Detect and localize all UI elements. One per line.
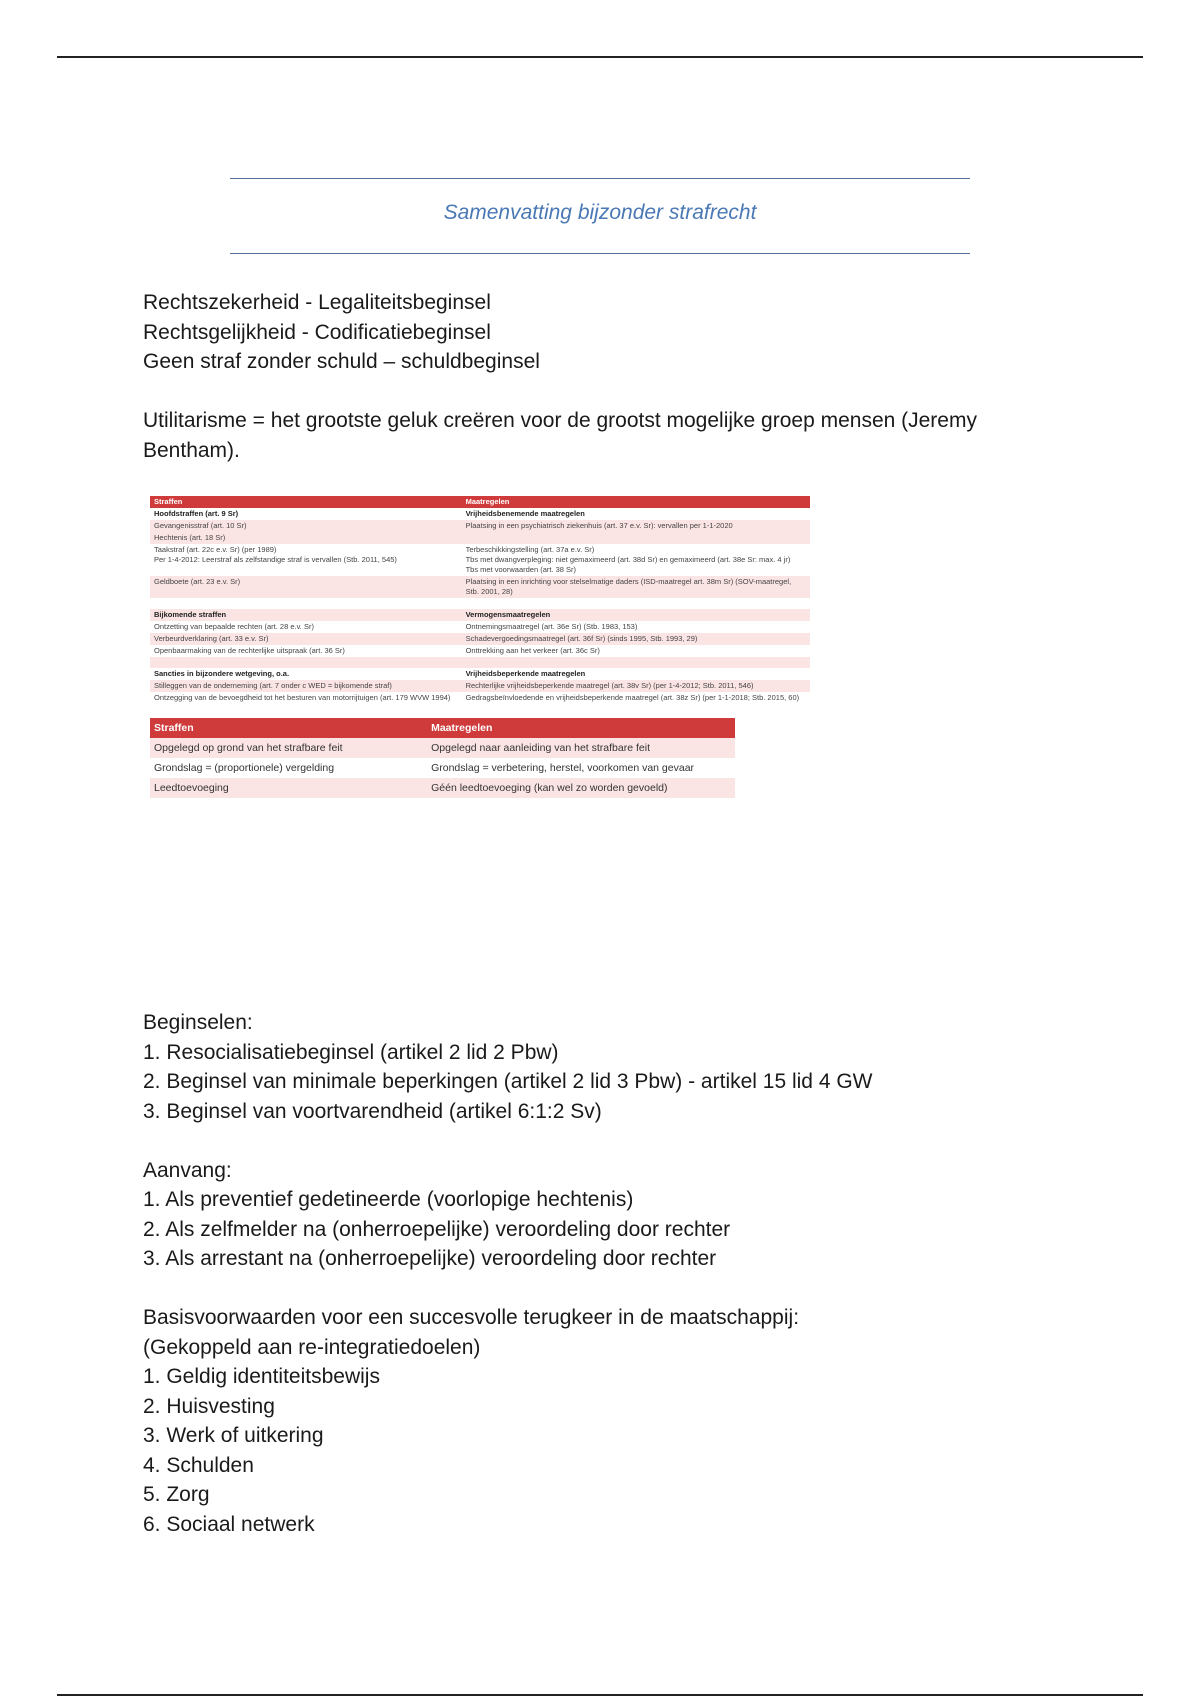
table-cell: Rechterlijke vrijheidsbeperkende maatregel (art. 38v Sr) (per 1-4-2012; Stb. 2011, 546): [462, 680, 810, 692]
section-subheading: (Gekoppeld aan re-integratiedoelen): [143, 1335, 481, 1359]
list-item: 2. Als zelfmelder na (onherroepelijke) veroordeling door rechter: [143, 1217, 731, 1241]
list-item: 2. Huisvesting: [143, 1394, 275, 1418]
table-cell: Grondslag = (proportionele) vergelding: [154, 762, 335, 774]
document-title: Samenvatting bijzonder strafrecht: [443, 201, 757, 224]
list-item: 4. Schulden: [143, 1453, 254, 1477]
intro-line: Rechtszekerheid - Legaliteitsbeginsel: [143, 291, 491, 314]
table-row: [150, 657, 810, 668]
table-cell: Plaatsing in een psychiatrisch ziekenhuis (art. 37 e.v. Sr): vervallen per 1-1-2020: [462, 520, 810, 532]
table-cell: [462, 657, 810, 668]
table-cell: Leedtoevoeging: [150, 778, 427, 798]
table-cell: Terbeschikkingstelling (art. 37a e.v. Sr) Tbs met dwangverpleging: niet gemaximeerd (art. 38d Sr) en gemaximeerd (art. 38e Sr: max. 4 jr) Tbs met voorwaarden (art. 38 Sr): [465, 545, 791, 574]
section-heading: Beginselen:: [143, 1011, 253, 1034]
table-cell: Grondslag = verbetering, herstel, voorkomen van gevaar: [431, 762, 695, 774]
table-cell: Schadevergoedingsmaatregel (art. 36f Sr) (sinds 1995, Stb. 1993, 29): [462, 633, 810, 645]
table-row: [150, 508, 810, 520]
list-item: 1. Als preventief gedetineerde (voorlopige hechtenis): [143, 1188, 634, 1211]
table-row: [150, 692, 810, 704]
table-cell: Bijkomende straffen: [150, 609, 462, 621]
beginselen-section: [143, 1008, 1063, 1539]
table-cell: Géén leedtoevoeging (kan wel zo worden gevoeld): [427, 778, 735, 798]
table-row: [150, 680, 810, 692]
table-cell: Taakstraf (art. 22c e.v. Sr) (per 1989) Per 1-4-2012: Leerstraf als zelfstandige straf is vervallen (Stb. 2011, 545): [154, 545, 397, 564]
table-cell: Vrijheidsbenemende maatregelen: [465, 509, 585, 518]
list-item: 3. Beginsel van voortvarendheid (artikel 6:1:2 Sv): [143, 1099, 602, 1123]
table-cell: Hoofdstraffen (art. 9 Sr): [154, 509, 239, 518]
list-item: 2. Beginsel van minimale beperkingen (artikel 2 lid 3 Pbw) - artikel 15 lid 4 GW: [143, 1070, 873, 1093]
list-item: 3. Als arrestant na (onherroepelijke) veroordeling door rechter: [143, 1247, 717, 1270]
table-cell: Ontnemingsmaatregel (art. 36e Sr) (Stb. 1983, 153): [465, 622, 638, 631]
section-heading: Aanvang:: [143, 1158, 232, 1182]
table-header-row: [150, 496, 810, 508]
table-cell: Hechtenis (art. 18 Sr): [150, 532, 462, 544]
table-cell: Gevangenisstraf (art. 10 Sr): [150, 520, 462, 532]
table-cell: Vrijheidsbeperkende maatregelen: [465, 669, 586, 678]
table-cell: Vermogensmaatregelen: [462, 609, 810, 621]
straffen-maatregelen-table: [150, 496, 810, 704]
table-cell: Geldboete (art. 23 e.v. Sr): [150, 576, 462, 598]
intro-section: [143, 288, 1063, 465]
table-row: [150, 668, 810, 680]
table-header-cell: Maatregelen: [462, 496, 810, 508]
list-item: 5. Zorg: [143, 1483, 210, 1506]
table-cell: Openbaarmaking van de rechterlijke uitspraak (art. 36 Sr): [154, 646, 345, 655]
table-cell: [150, 598, 462, 609]
utilitarisme-line: Utilitarisme = het grootste geluk creëren voor de grootst mogelijke groep mensen (Jeremy: [143, 409, 977, 432]
table-cell: [150, 657, 462, 668]
table-row: [150, 598, 810, 609]
straffen-maatregelen-comparison-table: [150, 718, 735, 798]
table-row: [150, 778, 735, 798]
table-header-row: [150, 718, 735, 738]
intro-line: Rechtsgelijkheid - Codificatiebeginsel: [143, 320, 491, 344]
table-row: [150, 532, 810, 544]
page-top-rule: [57, 56, 1143, 58]
utilitarisme-line: Bentham).: [143, 438, 240, 462]
table-header-cell: Straffen: [150, 496, 462, 508]
table-cell: Ontzegging van de bevoegdheid tot het besturen van motorrijtuigen (art. 179 WVW 1994): [154, 693, 451, 702]
table-row: [150, 738, 735, 758]
list-item: 1. Geldig identiteitsbewijs: [143, 1365, 380, 1388]
table-cell: [462, 598, 810, 609]
list-item: 6. Sociaal netwerk: [143, 1512, 315, 1536]
title-block: [230, 178, 970, 254]
table-cell: Opgelegd op grond van het strafbare feit: [150, 738, 427, 758]
table-row: [150, 520, 810, 532]
table-cell: Onttrekking aan het verkeer (art. 36c Sr): [465, 646, 600, 655]
table-cell: Plaatsing in een inrichting voor stelselmatige daders (ISD-maatregel art. 38m Sr) (SOV-maatregel, Stb. 2001, 28): [462, 576, 810, 598]
table-row: [150, 576, 810, 598]
table-cell: Verbeurdverklaring (art. 33 e.v. Sr): [150, 633, 462, 645]
intro-line: Geen straf zonder schuld – schuldbeginsel: [143, 350, 540, 373]
table-row: [150, 758, 735, 778]
table-cell: Stilleggen van de onderneming (art. 7 onder c WED = bijkomende straf): [150, 680, 462, 692]
table-cell: Ontzetting van bepaalde rechten (art. 28 e.v. Sr): [154, 622, 314, 631]
page-bottom-rule: [57, 1694, 1143, 1696]
table-cell: [462, 532, 810, 544]
table-row: [150, 645, 810, 657]
table-row: [150, 544, 810, 576]
section-heading: Basisvoorwaarden voor een succesvolle terugkeer in de maatschappij:: [143, 1306, 800, 1329]
table-cell: Opgelegd naar aanleiding van het strafbare feit: [427, 738, 735, 758]
table-cell: Gedragsbeïnvloedende en vrijheidsbeperkende maatregel (art. 38z Sr) (per 1-1-2018; Stb. 2015, 60): [465, 693, 800, 702]
table-row: [150, 609, 810, 621]
table-row: [150, 633, 810, 645]
table-header-cell: Straffen: [150, 718, 427, 738]
table-header-cell: Maatregelen: [427, 718, 735, 738]
table-cell: Sancties in bijzondere wetgeving, o.a.: [154, 669, 290, 678]
table-row: [150, 621, 810, 633]
list-item: 3. Werk of uitkering: [143, 1424, 324, 1447]
sanctions-table-figure: [150, 496, 810, 980]
list-item: 1. Resocialisatiebeginsel (artikel 2 lid 2 Pbw): [143, 1040, 559, 1064]
